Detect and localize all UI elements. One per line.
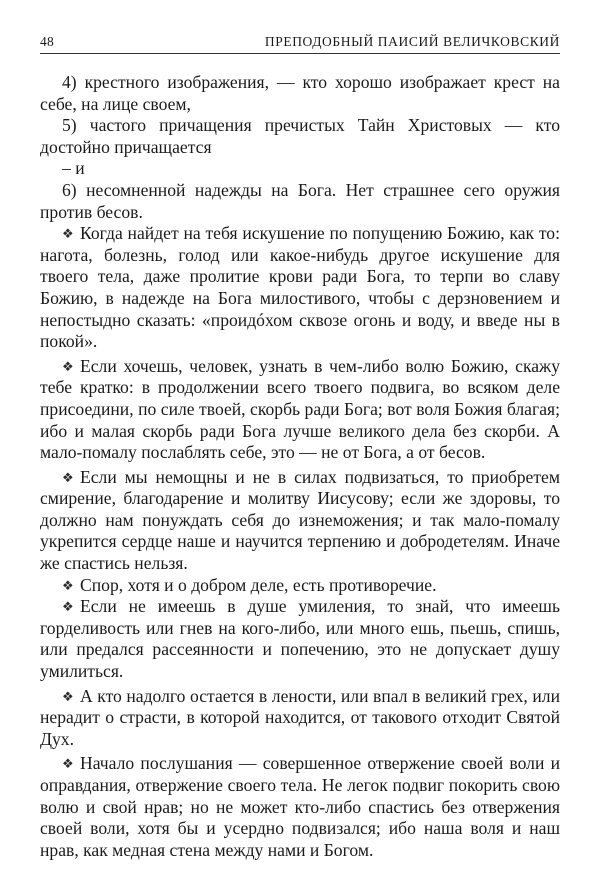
- paragraph-text: – и: [62, 158, 85, 179]
- paragraph-item-6: [40, 180, 560, 223]
- diamond-bullet-icon: ❖: [62, 358, 74, 374]
- diamond-bullet-icon: ❖: [62, 599, 74, 615]
- paragraph-dispute: [40, 575, 560, 597]
- diamond-bullet-icon: ❖: [62, 756, 74, 772]
- paragraph-text: Если хочешь, человек, узнать в чем-либо волю Божию, скажу тебе кратко: в продолжении всего твоего подвига, во всяком деле присоедини, по силе твоей, скорбь ради Бога; вот воля Божия благая; ибо и малая скорбь ради Бога лучше великого дела без скорби. А мало-помалу послаблять себе, это — не от Бога, а от бесов.: [40, 355, 560, 463]
- paragraph-temptation: [40, 223, 560, 353]
- paragraph-text: Начало послушания — совершенное отвержение своей воли и оправдания, отвержение своего тела. Не легок подвиг покорить свою волю и свой нрав; но не может кто-либо спастись без отвержения своей воли, хотя бы и усердно подвизался; ибо наша воля и наш нрав, как медная стена между нами и Богом.: [40, 753, 560, 860]
- paragraph-text: 6) несомненной надежды на Бога. Нет страшнее сего оружия против бесов.: [40, 179, 560, 222]
- page-number: 48: [40, 34, 55, 49]
- paragraph-text: 4) крестного изображения, — кто хорошо изображает крест на себе, на лице своем,: [40, 72, 560, 114]
- paragraph-obedience: [40, 753, 560, 861]
- paragraph-text: Когда найдет на тебя искушение по попущению Божию, как то: нагота, болезнь, голод или какое-нибудь другое искушение для твоего тела, даже пролитие крови ради Бога, то терпи во славу Божию, в надежде на Бога милостивого, чтобы с дерзновением и непостыдно сказать: «проидóхом сквозе огонь и воду, и введе ны в покой».: [40, 223, 560, 352]
- diamond-bullet-icon: ❖: [62, 688, 74, 704]
- diamond-bullet-icon: ❖: [62, 469, 74, 485]
- running-header: [40, 30, 560, 54]
- paragraph-weakness: [40, 467, 560, 575]
- diamond-bullet-icon: ❖: [62, 226, 74, 242]
- book-title: ПРЕПОДОБНЫЙ ПАИСИЙ ВЕЛИЧКОВСКИЙ: [264, 34, 560, 49]
- paragraph-item-4: [40, 72, 560, 115]
- paragraph-laziness: [40, 686, 560, 751]
- paragraph-dash: [40, 158, 560, 180]
- paragraph-item-5: [40, 115, 560, 158]
- paragraph-compunction: [40, 596, 560, 682]
- paragraph-text: Спор, хотя и о добром деле, есть противоречие.: [80, 574, 437, 595]
- body-text: [40, 72, 560, 861]
- paragraph-text: Если не имеешь в душе умиления, то знай, что имеешь горделивость или гнев на кого-либо, или много ешь, пьешь, спишь, или предался рассеянности и попечению, это не допускает душу умилиться.: [40, 596, 560, 682]
- book-page: [40, 30, 560, 861]
- paragraph-text: 5) частого причащения пречистых Тайн Христовых — кто достойно причащается: [40, 115, 560, 157]
- paragraph-text: Если мы немощны и не в силах подвизаться, то приобретем смирение, благодарение и молитву Иисусову; если же здоровы, то должно нам понуждать себя до изнеможения; и так мало-помалу укрепится сердце наше и научится терпению и добродетелям. Иначе же спастись нельзя.: [40, 466, 560, 574]
- diamond-bullet-icon: ❖: [62, 577, 74, 593]
- paragraph-text: А кто надолго остается в лености, или впал в великий грех, или нерадит о страсти, в которой находится, от такового отходит Святой Дух.: [40, 685, 560, 749]
- paragraph-will-of-god: [40, 356, 560, 464]
